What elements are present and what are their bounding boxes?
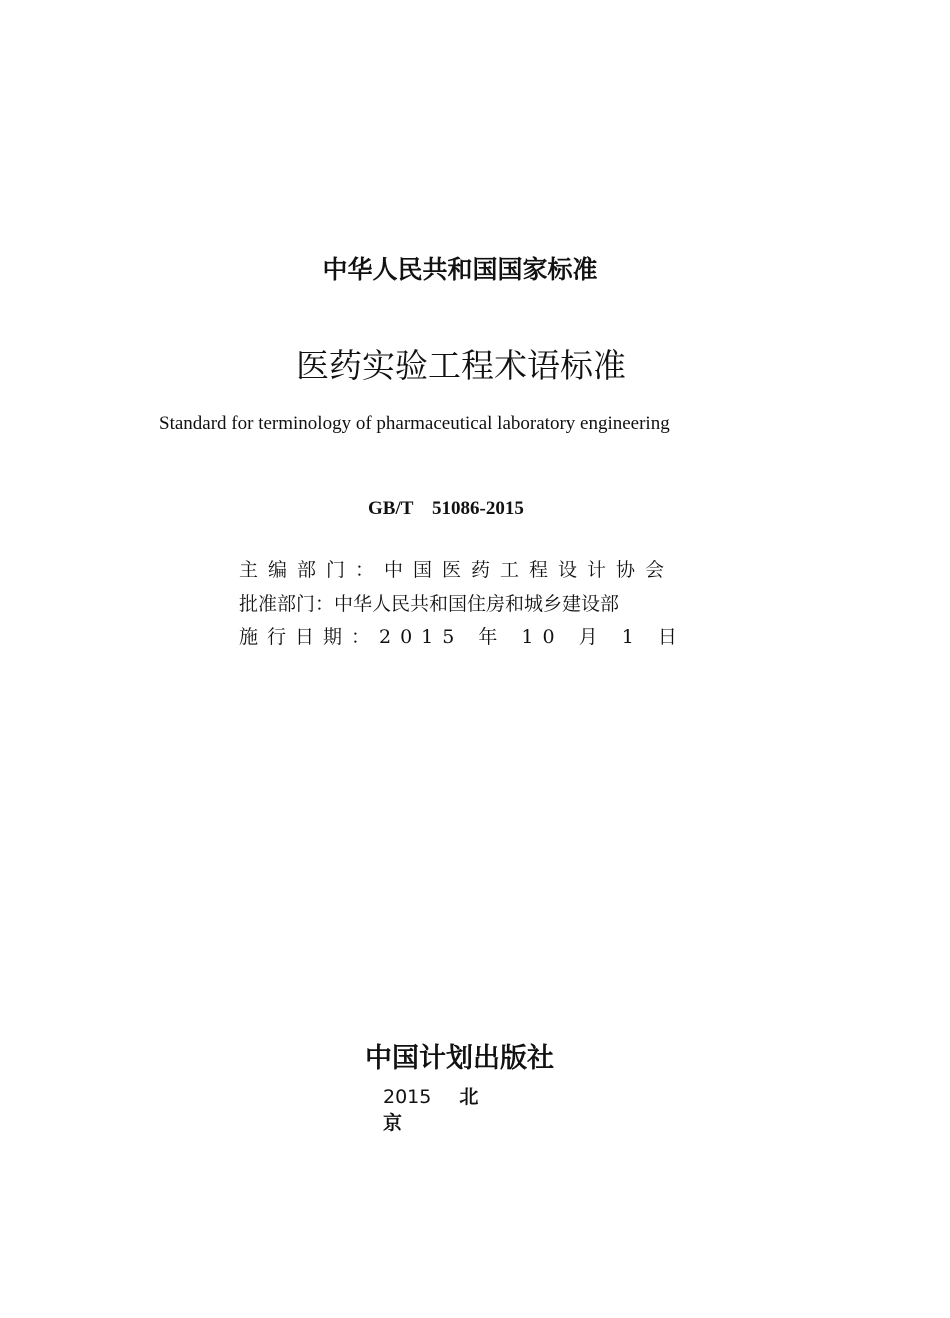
approver-line: 批准部门：中华人民共和国住房和城乡建设部 — [239, 593, 620, 615]
publisher-name: 中国计划出版社 — [365, 1043, 554, 1074]
title-chinese: 医药实验工程术语标准 — [296, 346, 626, 385]
publication-place — [383, 1084, 483, 1136]
standard-code: GB/T 51086-2015 — [368, 498, 524, 519]
publication-year: 2015 — [383, 1086, 432, 1108]
effective-date-line: 施行日期：2015 年 10 月 1 日 — [239, 626, 686, 648]
national-standard-label: 中华人民共和国国家标准 — [322, 255, 598, 284]
title-english: Standard for terminology of pharmaceutical laboratory engineering — [159, 413, 670, 434]
chief-editor-line: 主编部门：中国医药工程设计协会 — [239, 559, 675, 581]
publication-city: 北京 — [383, 1086, 479, 1134]
